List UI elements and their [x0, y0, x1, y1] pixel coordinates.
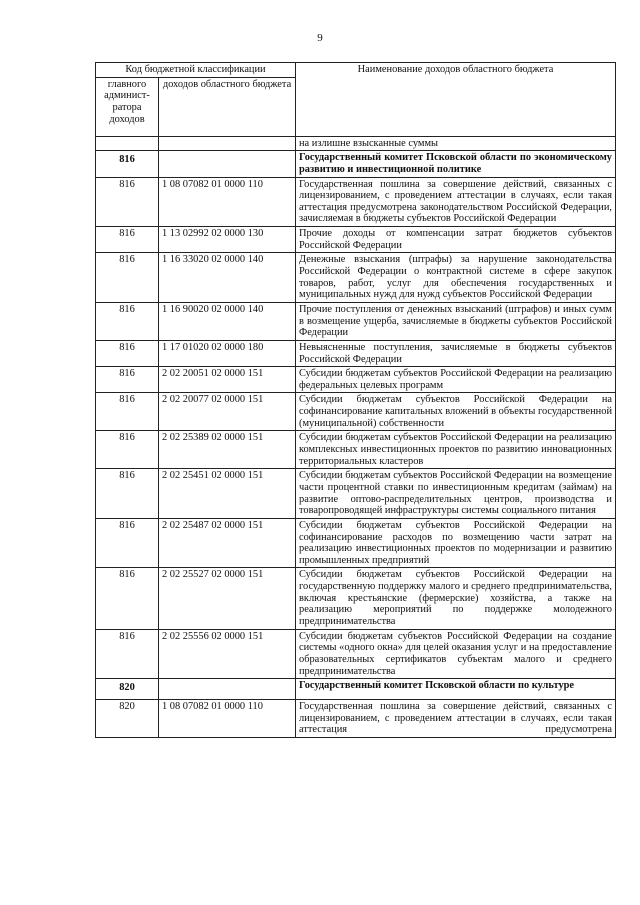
cell-revenue-name: Субсидии бюджетам субъектов Российской Федерации на софинансирование расходов по возмещению части затрат на реализацию инвестиционных проектов по модернизации и развитию промышленных предприятий	[296, 518, 616, 568]
cell-revenue-name: Государственная пошлина за совершение действий, связанных с лицензированием, с проведением аттестации в случаях, если такая аттестация предусмотрена	[296, 700, 616, 738]
header-chief-administrator: главного админист-ратора доходов	[96, 77, 159, 136]
cell-admin-code: 816	[96, 431, 159, 469]
cell-revenue-code: 1 16 33020 02 0000 140	[159, 253, 296, 303]
cell-admin-code: 816	[96, 340, 159, 366]
table-row	[96, 469, 616, 519]
header-budget-code-group: Код бюджетной классификации	[96, 63, 296, 78]
cell-admin-code: 816	[96, 568, 159, 629]
table-row	[96, 177, 616, 227]
cell-admin-code: 820	[96, 700, 159, 738]
cell-organization-name: Государственный комитет Псковской области по культуре	[296, 679, 616, 700]
cell-admin-code: 816	[96, 393, 159, 431]
page-number: 9	[317, 32, 323, 44]
table-row	[96, 629, 616, 679]
cell-admin-code: 816	[96, 629, 159, 679]
table-row	[96, 136, 616, 151]
cell-revenue-name: Субсидии бюджетам субъектов Российской Федерации на возмещение части процентной ставки по инвестиционным кредитам (займам) на развитие оптово-распределительных центров, производства и товаропроводящей инфраструктуры системы социального питания	[296, 469, 616, 519]
table-row	[96, 700, 616, 738]
table-row-organization	[96, 679, 616, 700]
cell-revenue-name: Субсидии бюджетам субъектов Российской Федерации на государственную поддержку малого и среднего предпринимательства, включая крестьянские (фермерские) хозяйства, а также на реализацию мероприятий по поддержке молодежного предпринимательства	[296, 568, 616, 629]
cell-revenue-code: 1 08 07082 01 0000 110	[159, 700, 296, 738]
cell-admin-code: 816	[96, 151, 159, 177]
table-row	[96, 518, 616, 568]
table-row	[96, 431, 616, 469]
cell-revenue-code: 2 02 25556 02 0000 151	[159, 629, 296, 679]
cell-revenue-code	[159, 136, 296, 151]
cell-revenue-name: Субсидии бюджетам субъектов Российской Федерации на софинансирование капитальных вложений в объекты государственной (муниципальной) собственности	[296, 393, 616, 431]
cell-revenue-code: 2 02 25487 02 0000 151	[159, 518, 296, 568]
cell-revenue-name: Невыясненные поступления, зачисляемые в бюджеты субъектов Российской Федерации	[296, 340, 616, 366]
cell-admin-code: 816	[96, 518, 159, 568]
table-row	[96, 227, 616, 253]
cell-revenue-code: 1 16 90020 02 0000 140	[159, 302, 296, 340]
cell-revenue-code: 2 02 20051 02 0000 151	[159, 367, 296, 393]
cell-admin-code	[96, 136, 159, 151]
cell-revenue-code: 1 13 02992 02 0000 130	[159, 227, 296, 253]
header-regional-revenue: доходов областного бюджета	[159, 77, 296, 136]
table-row-organization	[96, 151, 616, 177]
cell-revenue-name: Государственная пошлина за совершение действий, связанных с лицензированием, с проведением аттестации в случаях, если такая аттестация предусмотрена законодательством Российской Федерации, зачисляемая в бюджеты субъектов Российской Федерации	[296, 177, 616, 227]
cell-revenue-code: 2 02 25451 02 0000 151	[159, 469, 296, 519]
table-row	[96, 302, 616, 340]
cell-revenue-code: 2 02 25527 02 0000 151	[159, 568, 296, 629]
cell-revenue-code: 1 08 07082 01 0000 110	[159, 177, 296, 227]
cell-revenue-name: Субсидии бюджетам субъектов Российской Федерации на реализацию федеральных целевых программ	[296, 367, 616, 393]
cell-revenue-name: Субсидии бюджетам субъектов Российской Федерации на создание системы «одного окна» для целей оказания услуг и на предоставление образовательных сертификатов субъектам малого и среднего предпринимательства	[296, 629, 616, 679]
cell-revenue-name: Денежные взыскания (штрафы) за нарушение законодательства Российской Федерации о контрактной системе в сфере закупок товаров, работ, услуг для обеспечения государственных и муниципальных нужд для нужд субъектов Российской Федерации	[296, 253, 616, 303]
cell-revenue-code: 1 17 01020 02 0000 180	[159, 340, 296, 366]
cell-revenue-code: 2 02 20077 02 0000 151	[159, 393, 296, 431]
cell-admin-code: 816	[96, 253, 159, 303]
cell-admin-code: 820	[96, 679, 159, 700]
cell-admin-code: 816	[96, 227, 159, 253]
cell-admin-code: 816	[96, 469, 159, 519]
cell-revenue-code	[159, 679, 296, 700]
header-revenue-name: Наименование доходов областного бюджета	[296, 63, 616, 137]
table-row	[96, 340, 616, 366]
table-body	[96, 136, 616, 737]
cell-revenue-name: Субсидии бюджетам субъектов Российской Федерации на реализацию комплексных инвестиционных проектов по развитию инновационных территориальных кластеров	[296, 431, 616, 469]
table-row	[96, 393, 616, 431]
budget-classification-table	[95, 62, 616, 738]
table-row	[96, 253, 616, 303]
cell-admin-code: 816	[96, 367, 159, 393]
cell-admin-code: 816	[96, 302, 159, 340]
cell-organization-name: Государственный комитет Псковской области по экономическому развитию и инвестиционной политике	[296, 151, 616, 177]
cell-revenue-name: на излишне взысканные суммы	[296, 136, 616, 151]
table-row	[96, 367, 616, 393]
cell-revenue-code	[159, 151, 296, 177]
table-header-row	[96, 63, 616, 78]
cell-revenue-name: Прочие доходы от компенсации затрат бюджетов субъектов Российской Федерации	[296, 227, 616, 253]
cell-revenue-code: 2 02 25389 02 0000 151	[159, 431, 296, 469]
table-row	[96, 568, 616, 629]
cell-revenue-name: Прочие поступления от денежных взысканий (штрафов) и иных сумм в возмещение ущерба, зачисляемые в бюджеты субъектов Российской Федерации	[296, 302, 616, 340]
cell-admin-code: 816	[96, 177, 159, 227]
